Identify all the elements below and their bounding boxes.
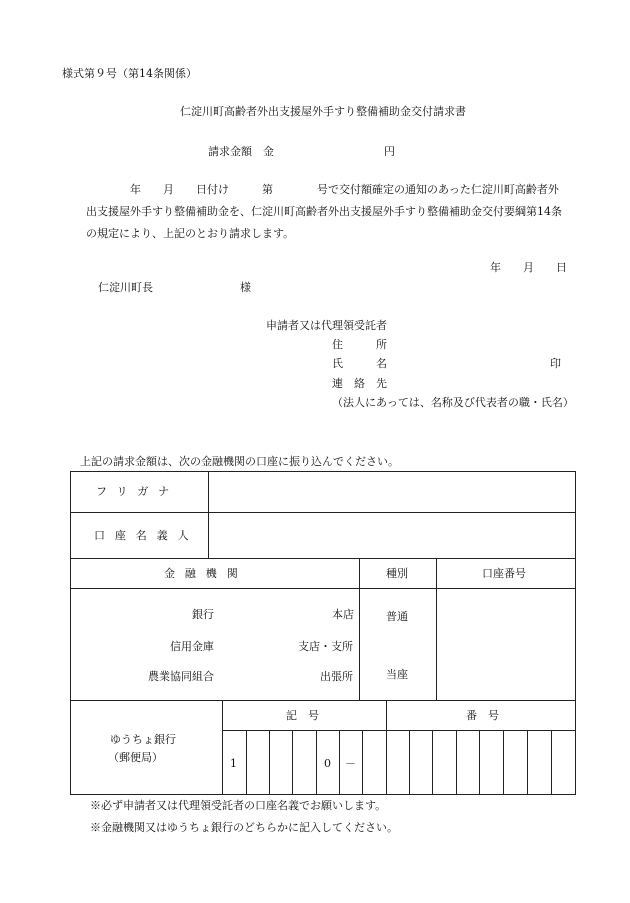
- kigo-dash: －: [345, 757, 356, 770]
- bank-instruction: 上記の請求金額は、次の金融機関の口座に振り込んでください。: [80, 455, 399, 468]
- financial-institution-header: 金融機関: [164, 567, 248, 580]
- body-line-3: の規定により、上記のとおり請求します。: [86, 227, 295, 240]
- addressee-honorific: 様: [240, 281, 251, 294]
- shinkin-label: 信用金庫: [170, 640, 214, 653]
- note-1: ※必ず申請者又は代理領受託者の口座名義でお願いします。: [90, 799, 387, 812]
- applicant-name-label: 氏 名: [332, 357, 387, 370]
- applicant-note: （法人にあっては、名称及び代表者の職・氏名）: [332, 396, 574, 409]
- kigo-zero-digit: 0: [324, 757, 331, 770]
- addressee-name: 仁淀川町長: [98, 281, 153, 294]
- page-title: 仁淀川町高齢者外出支援屋外手すり整備補助金交付請求書: [180, 105, 466, 118]
- seal-mark: 印: [550, 357, 561, 370]
- account-number-header: 口座番号: [482, 567, 526, 580]
- date-line: 年 月 日: [490, 261, 567, 274]
- form-number: 様式第９号（第14条関係）: [62, 67, 197, 80]
- post-office-label: （郵便局）: [108, 751, 163, 764]
- account-holder-label: 口座名義人: [94, 529, 199, 542]
- type-header: 種別: [386, 567, 408, 580]
- amount-unit: 円: [384, 145, 395, 158]
- yucho-label: ゆうちょ銀行: [110, 733, 176, 746]
- note-2: ※金融機関又はゆうちょ銀行のどちらかに記入してください。: [90, 821, 398, 834]
- kigo-header: 記 号: [286, 709, 319, 722]
- applicant-contact-label: 連 絡 先: [332, 377, 387, 390]
- head-office-label: 本店: [332, 608, 354, 621]
- body-line-1: 年 月 日付け 第 号で交付額確定の通知のあった仁淀川町高齢者外: [130, 183, 559, 196]
- kigo-first-digit: 1: [230, 757, 237, 770]
- body-line-2: 出支援屋外手すり整備補助金を、仁淀川町高齢者外出支援屋外手すり整備補助金交付要綱第14条: [86, 205, 562, 218]
- ja-label: 農業協同組合: [148, 670, 214, 683]
- applicant-heading: 申請者又は代理領受託者: [266, 319, 387, 332]
- furigana-label: フリガナ: [96, 485, 180, 498]
- ordinary-label: 普通: [386, 610, 408, 623]
- sub-office-label: 出張所: [320, 670, 353, 683]
- bank-label: 銀行: [192, 608, 214, 621]
- bango-header: 番 号: [466, 709, 499, 722]
- branch-label: 支店・支所: [298, 640, 353, 653]
- current-label: 当座: [386, 668, 408, 681]
- amount-label: 請求金額 金: [208, 145, 274, 158]
- applicant-address-label: 住 所: [332, 338, 387, 351]
